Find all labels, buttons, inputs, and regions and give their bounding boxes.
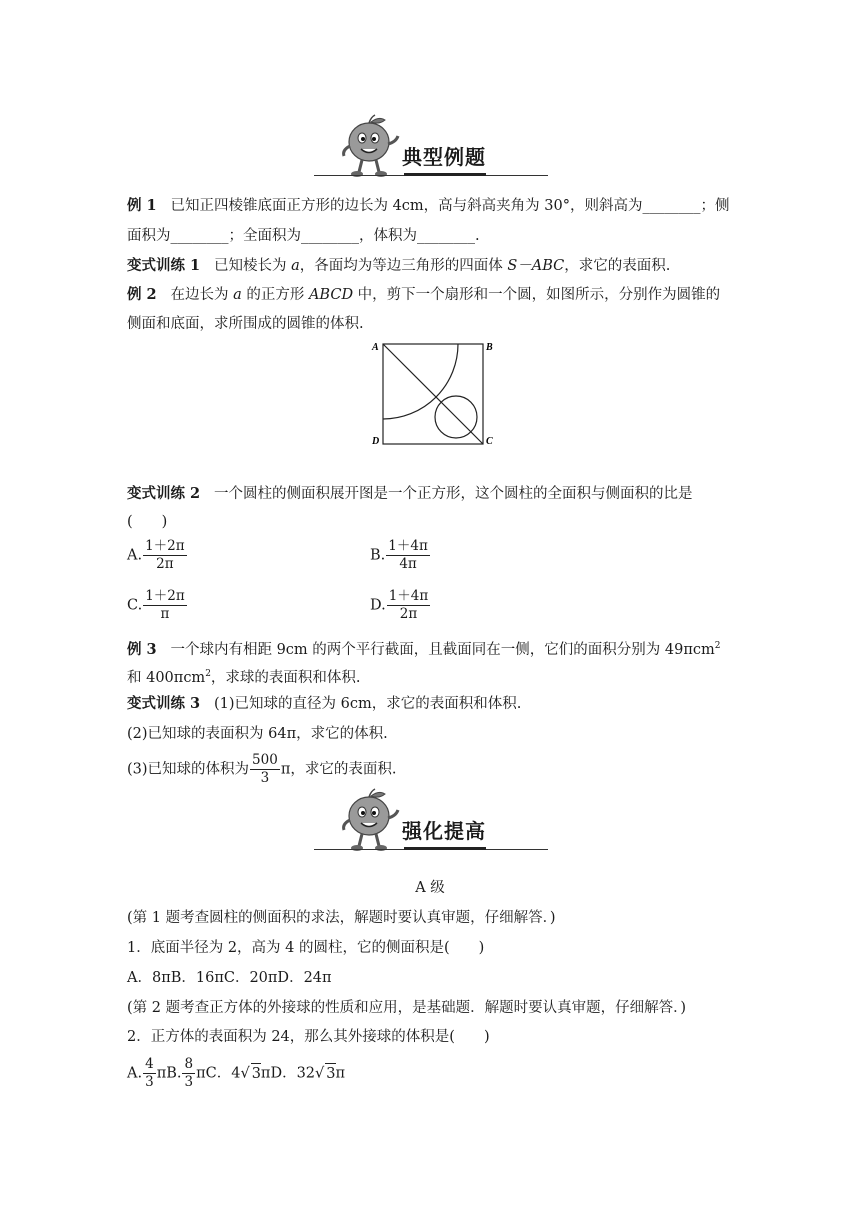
example-2-line-2: 侧面和底面，求所围成的圆锥的体积. [127,316,364,332]
numerator: 1＋2π [145,588,185,604]
vertex-label-c: C [486,436,493,447]
text: π [335,1065,346,1082]
radicand: 3 [251,1063,261,1084]
denominator: 3 [184,1074,194,1090]
denominator: 3 [145,1074,154,1090]
text: πC．4 [196,1065,241,1082]
variant-label: 变式训练 3 [127,695,201,712]
denominator: π [160,606,170,622]
vertex-label-a: A [372,342,379,353]
sqrt-icon: √ [240,1065,250,1082]
example-text: 已知正四棱锥底面正方形的边长为 4cm，高与斜高夹角为 30°，则斜高为________；侧 [170,198,730,214]
variant-2 [127,484,692,504]
variable: S－ABC [507,258,565,274]
denominator: 2π [399,606,418,622]
fraction [143,1056,156,1091]
numerator: 4 [145,1056,154,1072]
option-d [370,588,431,623]
example-1-line-2: 面积为________；全面积为________，体积为________. [127,228,480,244]
example-label: 例 1 [127,197,157,214]
square-sector-circle-figure [366,336,496,448]
variant-3-item-2: (2)已知球的表面积为 64π，求它的体积. [127,726,388,742]
text: π，求它的表面积. [280,761,397,778]
example-label: 例 2 [127,286,157,303]
fraction [143,588,187,623]
option-letter: B. [370,547,386,564]
example-2-line-1 [127,285,720,305]
text: 一个球内有相距 9cm 的两个平行截面，且截面同在一侧，它们的面积分别为 49πcm [170,641,715,658]
numerator: 8 [184,1056,194,1072]
text: (3)已知球的体积为 [127,761,250,778]
superscript: 2 [714,641,721,651]
variable: ABCD [308,287,354,303]
variant-1 [127,256,670,276]
option-b [370,538,431,573]
denominator: 3 [260,770,270,786]
mascot-icon [336,112,406,180]
question-2-note: (第 2 题考查正方体的外接球的性质和应用，是基础题．解题时要认真审题，仔细解答．) [127,1000,687,1016]
title-underline [404,173,486,176]
denominator: 4π [399,556,417,572]
variable: a [233,287,242,303]
fraction [250,752,280,787]
denominator: 2π [156,556,174,572]
text: 在边长为 [170,287,234,303]
option-a [127,538,188,573]
variant-label: 变式训练 2 [127,485,201,502]
section-title: 典型例题 [402,145,486,169]
option-letter: C. [127,597,143,614]
text: ，求它的表面积. [564,258,671,274]
text: ，各面均为等边三角形的四面体 [299,258,508,274]
numerator: 500 [252,752,278,768]
fraction [387,588,431,623]
fraction [143,538,187,573]
text: ，求球的表面积和体积. [210,669,361,686]
section-banner-typical-examples [314,112,548,184]
numerator: 1＋2π [145,538,185,554]
vertex-label-d: D [372,436,380,447]
title-underline [404,847,486,850]
text: (1)已知球的直径为 6cm，求它的表面积和体积. [213,696,522,712]
text: 已知棱长为 [213,258,292,274]
example-label: 例 3 [127,640,157,658]
section-banner-strengthening [314,786,548,858]
text: 和 400πcm [127,669,206,686]
option-letter: A. [127,1065,143,1082]
example-3-line-1 [127,636,720,660]
text: 一个圆柱的侧面积展开图是一个正方形，这个圆柱的全面积与侧面积的比是 [213,486,693,502]
superscript: 2 [205,669,211,679]
variant-label: 变式训练 1 [127,257,201,274]
diagonal [383,344,483,444]
vertex-label-b: B [486,342,493,353]
question-1-options: A．8πB．16πC．20πD．24π [127,970,332,986]
option-letter: D. [370,597,386,614]
sqrt-icon: √ [315,1065,325,1082]
question-2-options [127,1056,345,1091]
variant-3 [127,694,521,714]
answer-paren: ( ) [127,514,168,530]
question-2: 2．正方体的表面积为 24，那么其外接球的体积是( ) [127,1029,490,1045]
option-c [127,588,188,623]
section-title: 强化提高 [402,819,486,843]
text: πD．32 [260,1065,316,1082]
example-3-line-2 [127,664,361,688]
question-1: 1．底面半径为 2，高为 4 的圆柱，它的侧面积是( ) [127,940,485,956]
variant-3-item-3 [127,752,396,787]
fraction [386,538,430,573]
radicand: 3 [325,1063,335,1084]
level-heading: A 级 [415,880,445,896]
mascot-icon [336,786,406,854]
text: 的正方形 [241,287,309,303]
numerator: 1＋4π [388,538,428,554]
option-letter: A. [127,547,143,564]
text: πB. [156,1065,182,1082]
fraction [182,1056,195,1091]
variable: a [291,258,300,274]
numerator: 1＋4π [388,588,429,604]
example-1-line-1 [127,196,729,216]
question-1-note: (第 1 题考查圆柱的侧面积的求法，解题时要认真审题，仔细解答．) [127,910,556,926]
text: 中，剪下一个扇形和一个圆，如图所示，分别作为圆锥的 [353,287,721,303]
